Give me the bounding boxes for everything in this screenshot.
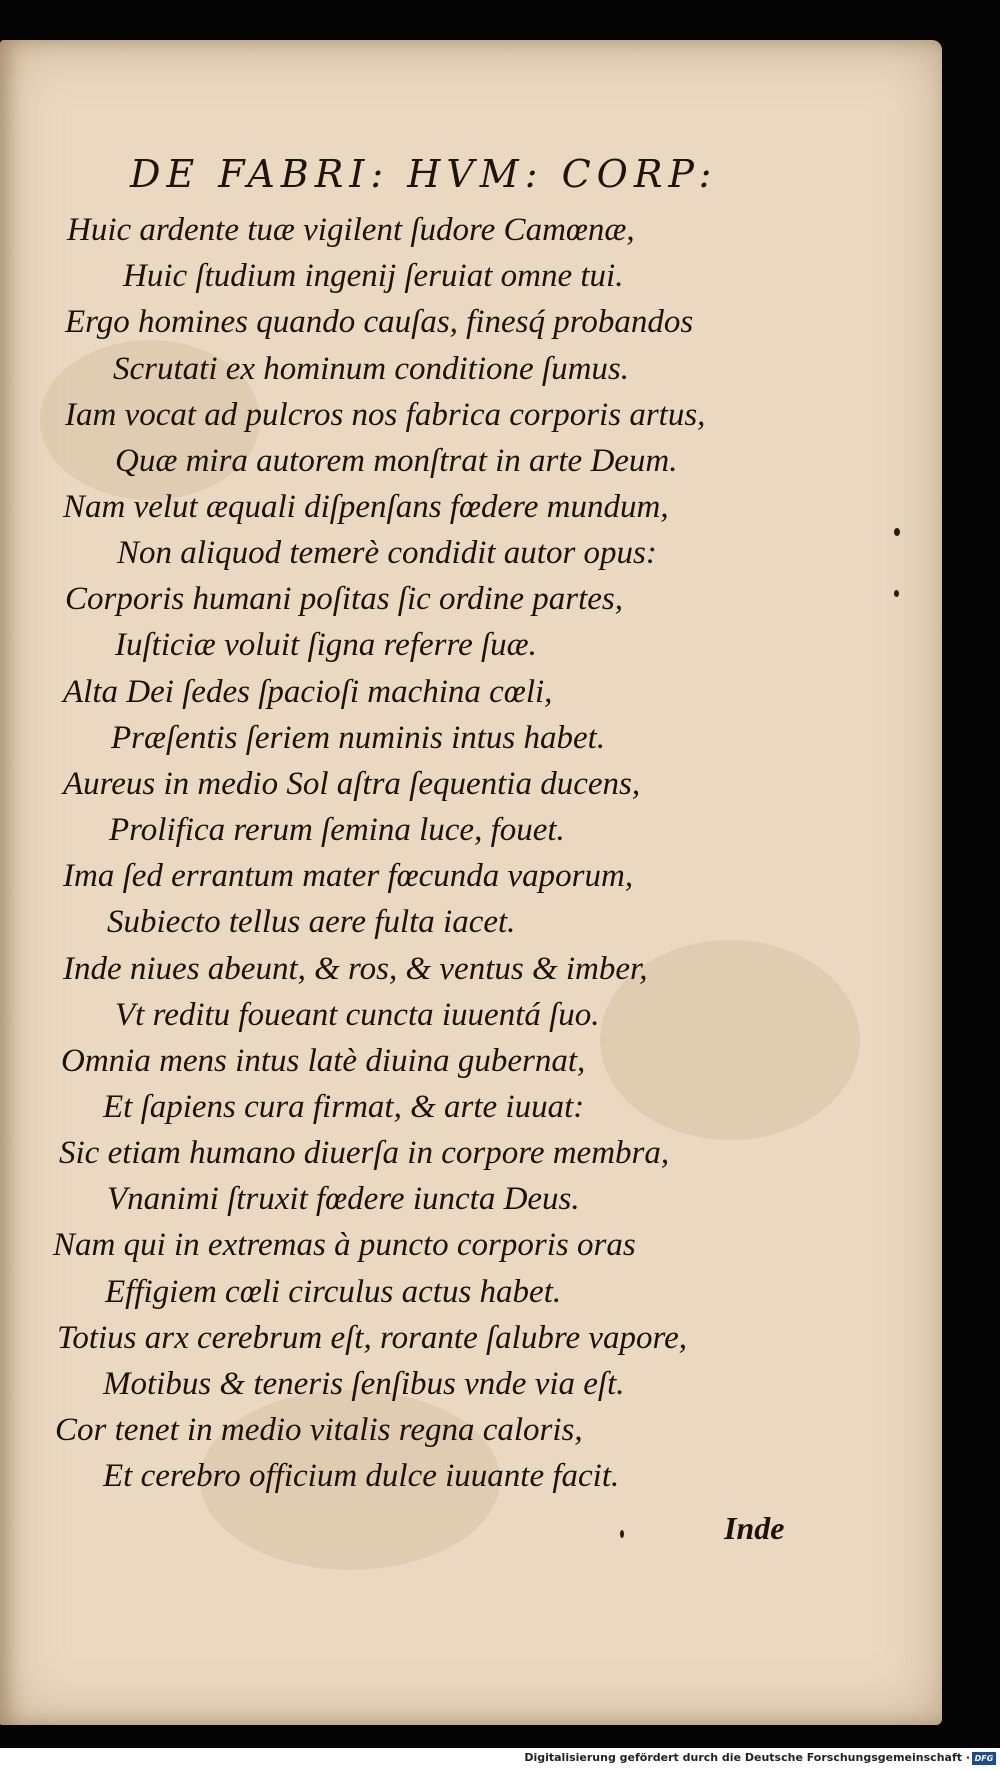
- verse-line: Totius arx cerebrum eſt, rorante ſalubre vapore,: [57, 1320, 687, 1356]
- ink-speck: [894, 528, 900, 536]
- verse-line: Huic ſtudium ingenij ſeruiat omne tui.: [123, 258, 624, 294]
- verse-line: Nam velut æquali diſpenſans fœdere mundum,: [63, 489, 669, 525]
- verse-line: Quæ mira autorem monſtrat in arte Deum.: [115, 443, 678, 479]
- verse-line: Non aliquod temerè condidit autor opus:: [117, 535, 657, 571]
- verse-line: Huic ardente tuæ vigilent ſudore Camœnæ,: [67, 212, 635, 248]
- verse-line: Effigiem cœli circulus actus habet.: [105, 1274, 562, 1310]
- ink-speck: [620, 1530, 624, 1538]
- verse-line: Præſentis ſeriem numinis intus habet.: [111, 720, 606, 756]
- dfg-logo-icon: DFG: [972, 1752, 996, 1765]
- verse-line: Subiecto tellus aere fulta iacet.: [107, 904, 516, 940]
- verse-line: Et ſapiens cura firmat, & arte iuuat:: [103, 1089, 585, 1125]
- verse-line: Prolifica rerum ſemina luce, fouet.: [109, 812, 565, 848]
- verse-line: Sic etiam humano diuerſa in corpore membra,: [59, 1135, 670, 1171]
- catchword: Inde: [724, 1510, 785, 1546]
- digitization-footer: [0, 1748, 1000, 1771]
- verse-line: Nam qui in extremas à puncto corporis oras: [53, 1227, 636, 1263]
- verse-line: Aureus in medio Sol aſtra ſequentia ducens,: [63, 766, 641, 802]
- verse-line: Inde niues abeunt, & ros, & ventus & imber,: [63, 951, 648, 987]
- verse-line: Vnanimi ſtruxit fœdere iuncta Deus.: [107, 1181, 580, 1217]
- verse-line: Corporis humani poſitas ſic ordine partes,: [65, 581, 623, 617]
- verse-line: Et cerebro officium dulce iuuante facit.: [103, 1458, 620, 1494]
- verse-line: Alta Dei ſedes ſpacioſi machina cœli,: [63, 674, 553, 710]
- book-page: [0, 40, 942, 1725]
- funding-credit: Digitalisierung gefördert durch die Deutsche Forschungsgemeinschaft ·: [524, 1751, 970, 1764]
- verse-line: Iam vocat ad pulcros nos fabrica corporis artus,: [65, 397, 706, 433]
- running-head: DE FABRI: HVM: CORP:: [130, 152, 718, 196]
- ink-speck: [894, 590, 899, 597]
- verse-line: Vt reditu foueant cuncta iuuentá ſuo.: [115, 997, 600, 1033]
- verse-line: Omnia mens intus latè diuina gubernat,: [61, 1043, 586, 1079]
- verse-line: Iuſticiæ voluit ſigna referre ſuæ.: [115, 627, 537, 663]
- verse-line: Ima ſed errantum mater fœcunda vaporum,: [63, 858, 634, 894]
- verse-line: Ergo homines quando cauſas, finesq́ probandos: [65, 304, 694, 340]
- verse-line: Scrutati ex hominum conditione ſumus.: [113, 351, 630, 387]
- verse-line: Motibus & teneris ſenſibus vnde via eſt.: [103, 1366, 625, 1402]
- verse-line: Cor tenet in medio vitalis regna caloris,: [55, 1412, 583, 1448]
